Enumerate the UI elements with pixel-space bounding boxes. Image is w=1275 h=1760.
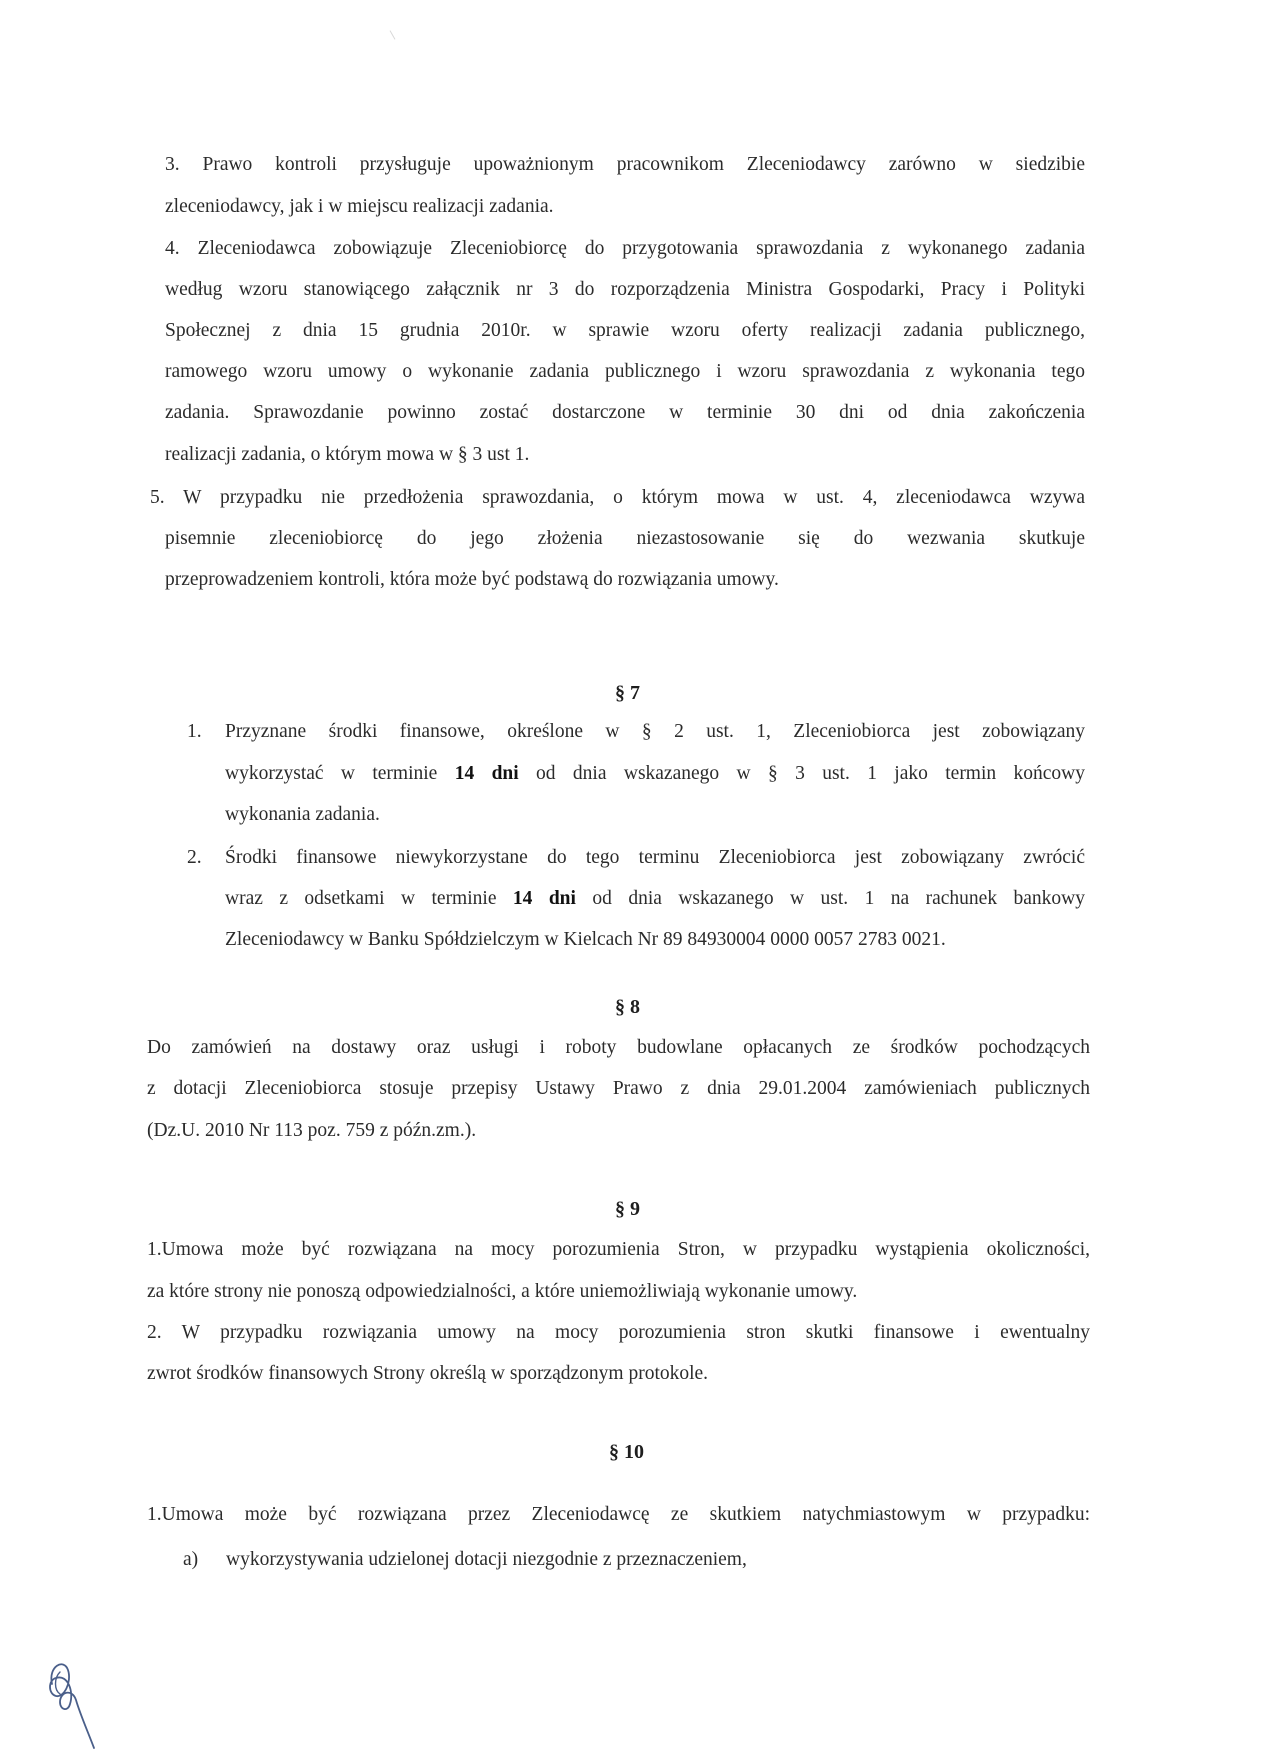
section-10-heading: § 10	[609, 1441, 644, 1463]
section-7-item-2-line-3: Zleceniodawcy w Banku Spółdzielczym w Kielcach Nr 89 84930004 0000 0057 2783 0021.	[225, 929, 946, 950]
section-7-item-1-number: 1.	[187, 721, 202, 742]
paragraph-5-line-3: przeprowadzeniem kontroli, która może być podstawą do rozwiązania umowy.	[165, 569, 779, 590]
section-9-paragraph-2-line-1: 2. W przypadku rozwiązania umowy na mocy porozumienia stron skutki finansowe i ewentualny	[147, 1322, 1090, 1343]
section-8-heading: § 8	[615, 996, 640, 1018]
handwritten-initials-mark	[38, 1652, 98, 1752]
section-7-item-2-line-2-c: od dnia wskazanego w ust. 1 na rachunek bankowy	[575, 888, 1086, 909]
section-7-item-2-line-1: Środki finansowe niewykorzystane do tego terminu Zleceniobiorca jest zobowiązany zwrócić	[225, 847, 1085, 868]
section-8-line-3: (Dz.U. 2010 Nr 113 poz. 759 z późn.zm.).	[147, 1120, 477, 1141]
paragraph-4-line-5: zadania. Sprawozdanie powinno zostać dostarczone w terminie 30 dni od dnia zakończenia	[165, 402, 1085, 423]
section-9-paragraph-2-line-2: zwrot środków finansowych Strony określą w sporządzonym protokole.	[147, 1363, 709, 1384]
section-7-item-1-line-3: wykonania zadania.	[225, 804, 380, 825]
section-9-heading: § 9	[615, 1198, 640, 1220]
paragraph-5-line-1: 5. W przypadku nie przedłożenia sprawozdania, o którym mowa w ust. 4, zleceniodawca wzywa	[150, 487, 1085, 508]
section-7-heading: § 7	[615, 682, 640, 704]
section-9-paragraph-1-line-2: za które strony nie ponoszą odpowiedzialności, a które uniemożliwiają wykonanie umowy.	[147, 1281, 858, 1302]
paragraph-4-line-6: realizacji zadania, o którym mowa w § 3 ust 1.	[165, 444, 530, 465]
section-7-item-1-line-1: Przyznane środki finansowe, określone w § 2 ust. 1, Zleceniobiorca jest zobowiązany	[225, 721, 1085, 742]
section-9-paragraph-1-line-1: 1.Umowa może być rozwiązana na mocy porozumienia Stron, w przypadku wystąpienia okoliczności,	[147, 1239, 1090, 1260]
section-7-item-2-line-2	[225, 886, 1085, 912]
section-10-item-a-label: a)	[183, 1549, 199, 1570]
section-7-item-1-deadline: 14 dni	[454, 763, 519, 784]
section-7-item-2-deadline: 14 dni	[512, 888, 576, 909]
section-7-item-2-line-2-a: wraz z odsetkami w terminie	[225, 888, 513, 909]
paragraph-4-line-4: ramowego wzoru umowy o wykonanie zadania publicznego i wzoru sprawozdania z wykonania tego	[165, 361, 1085, 382]
paragraph-4-line-2: według wzoru stanowiącego załącznik nr 3 do rozporządzenia Ministra Gospodarki, Pracy i Polityki	[165, 279, 1085, 300]
section-10-item-a-text: wykorzystywania udzielonej dotacji niezgodnie z przeznaczeniem,	[226, 1549, 747, 1570]
paragraph-4-line-3: Społecznej z dnia 15 grudnia 2010r. w sprawie wzoru oferty realizacji zadania publicznego,	[165, 320, 1085, 341]
paragraph-4-line-1: 4. Zleceniodawca zobowiązuje Zleceniobiorcę do przygotowania sprawozdania z wykonanego zadania	[165, 238, 1085, 259]
paragraph-5-line-2: pisemnie zleceniobiorcę do jego złożenia niezastosowanie się do wezwania skutkuje	[165, 528, 1085, 549]
section-7-item-1-line-2	[225, 761, 1085, 787]
paragraph-3-line-1: 3. Prawo kontroli przysługuje upoważnionym pracownikom Zleceniodawcy zarówno w siedzibie	[165, 154, 1085, 175]
section-8-line-2: z dotacji Zleceniobiorca stosuje przepisy Ustawy Prawo z dnia 29.01.2004 zamówieniach publicznych	[147, 1078, 1090, 1099]
section-7-item-2-number: 2.	[187, 847, 202, 868]
paragraph-3-line-2: zleceniodawcy, jak i w miejscu realizacji zadania.	[165, 196, 554, 217]
section-8-line-1: Do zamówień na dostawy oraz usługi i roboty budowlane opłacanych ze środków pochodzących	[147, 1037, 1090, 1058]
section-7-item-1-line-2-a: wykorzystać w terminie	[225, 763, 455, 784]
section-7-item-1-line-2-c: od dnia wskazanego w § 3 ust. 1 jako termin końcowy	[518, 763, 1085, 784]
scan-speck	[390, 30, 396, 39]
section-10-paragraph-1-line-1: 1.Umowa może być rozwiązana przez Zleceniodawcę ze skutkiem natychmiastowym w przypadku:	[147, 1504, 1090, 1525]
